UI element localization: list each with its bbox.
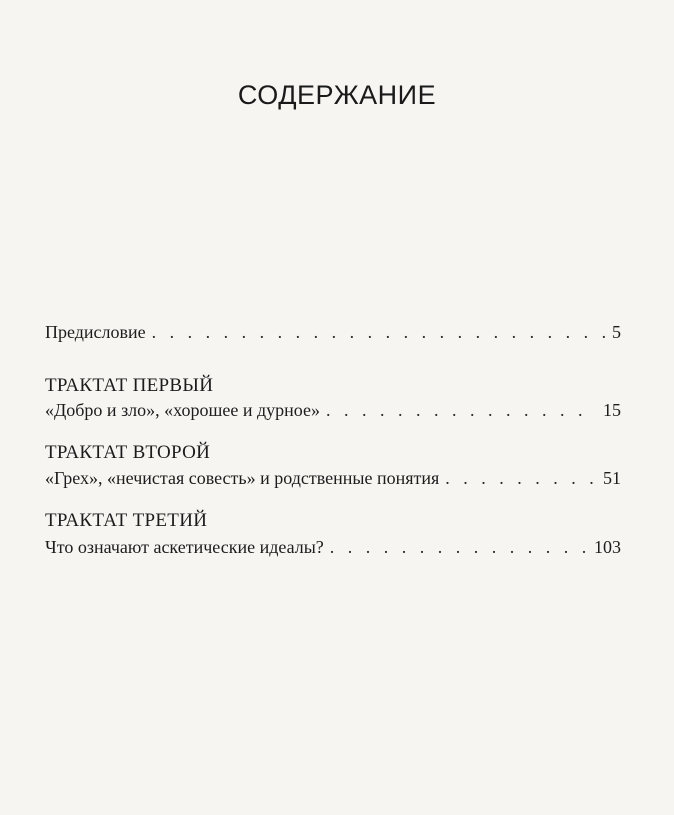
toc-entry-treatise-2[interactable] (45, 466, 621, 490)
toc-entry-label: Предисловие (45, 322, 146, 342)
section-heading-treatise-1: ТРАКТАТ ПЕРВЫЙ (45, 375, 214, 396)
section-heading-treatise-3: ТРАКТАТ ТРЕТИЙ (45, 510, 208, 531)
toc-entry-preface[interactable] (45, 320, 621, 344)
page-title: СОДЕРЖАНИЕ (237, 80, 437, 110)
dot-leader (330, 535, 588, 559)
toc-entry-label: «Грех», «нечистая совесть» и родственные понятия (45, 468, 440, 488)
dot-leader (152, 320, 606, 344)
toc-page-number: 5 (612, 322, 621, 342)
section-heading-treatise-2: ТРАКТАТ ВТОРОЙ (45, 442, 211, 463)
dot-leader (326, 398, 597, 422)
toc-page-number: 103 (594, 537, 621, 557)
toc-entry-treatise-1[interactable] (45, 398, 621, 422)
toc-entry-label: «Добро и зло», «хорошее и дурное» (45, 400, 320, 420)
toc-entry-label: Что означают аскетические идеалы? (45, 537, 324, 557)
toc-page-number: 15 (603, 400, 621, 420)
dot-leader (445, 466, 597, 490)
toc-page-number: 51 (603, 468, 621, 488)
toc-entry-treatise-3[interactable] (45, 535, 621, 559)
